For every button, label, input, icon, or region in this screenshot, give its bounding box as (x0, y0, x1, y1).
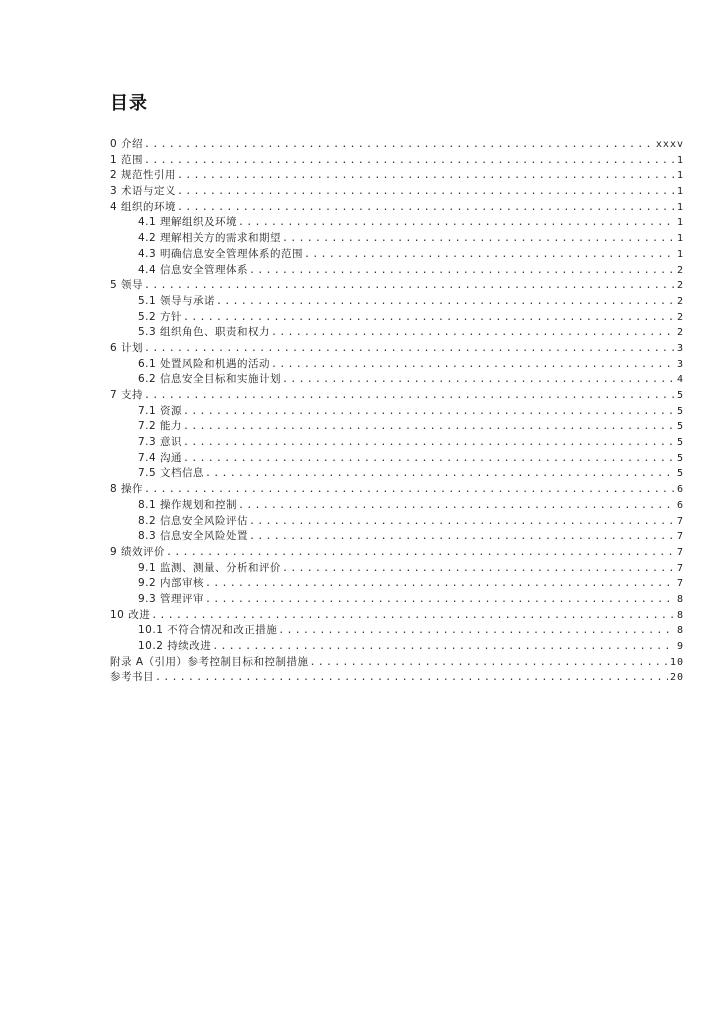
toc-entry-label: 10.1 不符合情况和改正措施 (138, 624, 278, 637)
table-of-contents (110, 137, 684, 686)
toc-dot-leader (212, 639, 675, 655)
toc-entry-page-number: 1 (676, 233, 684, 245)
toc-entry[interactable] (110, 529, 684, 545)
toc-title: 目录 (110, 93, 148, 114)
toc-dot-leader (216, 294, 675, 310)
toc-entry[interactable] (110, 561, 684, 577)
toc-entry[interactable] (110, 655, 684, 671)
toc-entry-label: 2 规范性引用 (110, 169, 177, 182)
toc-entry-label: 7 支持 (110, 389, 144, 401)
toc-dot-leader (249, 263, 675, 279)
toc-entry[interactable] (110, 153, 684, 169)
toc-entry[interactable] (110, 623, 684, 639)
toc-entry-page-number: 5 (676, 405, 684, 417)
toc-entry[interactable] (110, 263, 684, 279)
toc-entry-label: 7.3 意识 (138, 436, 183, 449)
toc-dot-leader (282, 231, 675, 247)
toc-entry[interactable] (110, 372, 684, 388)
toc-dot-leader (271, 357, 675, 373)
toc-entry-label: 7.4 沟通 (138, 451, 183, 464)
toc-entry-label: 8.1 操作规划和控制 (138, 498, 238, 511)
toc-dot-leader (183, 404, 675, 420)
toc-entry-label: 5 领导 (110, 279, 144, 292)
toc-entry-page-number: 1 (676, 248, 684, 260)
toc-entry-label: 7.5 文档信息 (138, 467, 205, 480)
toc-entry[interactable] (110, 325, 684, 341)
toc-entry[interactable] (110, 404, 684, 420)
toc-entry-page-number: 6 (676, 499, 684, 511)
toc-entry-page-number: 20 (669, 672, 684, 684)
toc-entry-page-number: 1 (676, 170, 684, 182)
toc-entry[interactable] (110, 388, 684, 404)
toc-entry[interactable] (110, 639, 684, 655)
toc-dot-leader (304, 247, 675, 263)
toc-entry-label: 6.1 处置风险和机遇的活动 (138, 357, 271, 370)
toc-entry[interactable] (110, 514, 684, 530)
toc-entry[interactable] (110, 419, 684, 435)
toc-dot-leader (144, 137, 654, 153)
toc-dot-leader (238, 498, 675, 514)
toc-dot-leader (310, 655, 668, 671)
toc-entry[interactable] (110, 592, 684, 608)
toc-entry-page-number: 10 (669, 656, 684, 668)
toc-entry[interactable] (110, 278, 684, 294)
toc-entry-label: 0 介绍 (110, 138, 144, 150)
toc-entry-page-number: 4 (676, 374, 684, 386)
toc-entry-label: 4.2 理解相关方的需求和期望 (138, 232, 282, 245)
toc-entry-label: 9.2 内部审核 (138, 577, 205, 590)
toc-entry[interactable] (110, 231, 684, 247)
toc-dot-leader (282, 561, 675, 577)
toc-entry-label: 8.3 信息安全风险处置 (138, 530, 249, 543)
toc-dot-leader (205, 466, 675, 482)
toc-entry-label: 5.1 领导与承诺 (138, 294, 216, 307)
toc-entry[interactable] (110, 294, 684, 310)
toc-entry-label: 4.3 明确信息安全管理体系的范围 (138, 247, 304, 260)
toc-entry[interactable] (110, 184, 684, 200)
toc-entry-page-number: 5 (676, 468, 684, 480)
toc-entry-label: 10.2 持续改进 (138, 640, 212, 652)
toc-entry-page-number: 5 (676, 452, 684, 464)
toc-dot-leader (249, 514, 675, 530)
toc-dot-leader (205, 592, 675, 608)
toc-entry-page-number: 7 (676, 578, 684, 590)
toc-dot-leader (144, 341, 675, 357)
toc-dot-leader (166, 545, 675, 561)
toc-dot-leader (183, 419, 675, 435)
toc-entry-page-number: 8 (676, 625, 684, 637)
toc-dot-leader (151, 608, 675, 624)
toc-entry-page-number: 1 (676, 186, 684, 198)
toc-entry-label: 7.2 能力 (138, 420, 183, 433)
toc-entry-page-number: 7 (676, 531, 684, 543)
toc-entry[interactable] (110, 498, 684, 514)
toc-dot-leader (282, 372, 675, 388)
toc-entry-page-number: 2 (676, 327, 684, 339)
toc-entry[interactable] (110, 670, 684, 686)
toc-entry-label: 6.2 信息安全目标和实施计划 (138, 373, 282, 386)
toc-entry[interactable] (110, 466, 684, 482)
toc-dot-leader (155, 670, 668, 686)
toc-dot-leader (144, 278, 675, 294)
toc-entry-label: 5.3 组织角色、职责和权力 (138, 326, 271, 339)
toc-entry-label: 4.1 理解组织及环境 (138, 216, 238, 229)
toc-entry[interactable] (110, 576, 684, 592)
toc-entry[interactable] (110, 435, 684, 451)
toc-entry[interactable] (110, 168, 684, 184)
toc-dot-leader (144, 153, 675, 169)
toc-entry-page-number: 3 (676, 342, 684, 354)
toc-entry-label: 3 术语与定义 (110, 185, 177, 198)
toc-entry[interactable] (110, 451, 684, 467)
toc-entry-label: 4.4 信息安全管理体系 (138, 263, 249, 276)
toc-dot-leader (177, 168, 675, 184)
toc-entry-page-number: xxxv (655, 139, 684, 150)
toc-dot-leader (249, 529, 675, 545)
toc-entry-page-number: 8 (676, 593, 684, 605)
toc-entry-page-number: 2 (676, 311, 684, 323)
toc-entry-label: 10 改进 (110, 608, 151, 621)
toc-dot-leader (183, 451, 675, 467)
toc-dot-leader (177, 200, 675, 216)
toc-dot-leader (278, 623, 675, 639)
toc-dot-leader (183, 310, 675, 326)
toc-entry-label: 4 组织的环境 (110, 200, 177, 213)
toc-entry[interactable] (110, 137, 684, 153)
toc-entry-page-number: 5 (676, 421, 684, 433)
toc-entry[interactable] (110, 341, 684, 357)
toc-entry-label: 附录 A（引用）参考控制目标和控制措施 (110, 655, 309, 668)
toc-dot-leader (205, 576, 675, 592)
toc-entry-page-number: 7 (676, 515, 684, 527)
toc-entry[interactable] (110, 215, 684, 231)
toc-dot-leader (271, 325, 675, 341)
toc-entry-page-number: 1 (676, 217, 684, 229)
toc-dot-leader (238, 215, 675, 231)
toc-dot-leader (144, 482, 675, 498)
toc-entry[interactable] (110, 482, 684, 498)
toc-dot-leader (177, 184, 675, 200)
toc-entry-label: 9.3 管理评审 (138, 592, 205, 605)
toc-entry-page-number: 6 (676, 484, 684, 496)
toc-entry[interactable] (110, 357, 684, 373)
toc-entry-label: 5.2 方针 (138, 310, 183, 323)
toc-entry[interactable] (110, 200, 684, 216)
toc-entry-page-number: 8 (676, 609, 684, 621)
toc-entry[interactable] (110, 247, 684, 263)
toc-entry-label: 1 范围 (110, 153, 144, 166)
toc-entry-label: 9 绩效评价 (110, 545, 166, 558)
toc-entry[interactable] (110, 310, 684, 326)
toc-entry-page-number: 2 (676, 280, 684, 292)
toc-entry-label: 8.2 信息安全风险评估 (138, 514, 249, 527)
toc-entry-label: 9.1 监测、测量、分析和评价 (138, 561, 282, 574)
toc-entry-page-number: 9 (676, 641, 684, 652)
toc-entry-label: 8 操作 (110, 483, 144, 496)
toc-entry-page-number: 7 (676, 546, 684, 558)
toc-entry[interactable] (110, 545, 684, 561)
toc-entry-page-number: 5 (676, 390, 684, 401)
toc-dot-leader (183, 435, 675, 451)
toc-entry-page-number: 3 (676, 358, 684, 370)
toc-entry-page-number: 5 (676, 437, 684, 449)
toc-dot-leader (144, 388, 675, 404)
toc-entry-page-number: 2 (676, 264, 684, 276)
toc-entry-label: 6 计划 (110, 341, 144, 354)
toc-entry-page-number: 1 (676, 154, 684, 166)
toc-entry-label: 参考书目 (110, 671, 154, 684)
toc-entry[interactable] (110, 608, 684, 624)
toc-entry-label: 7.1 资源 (138, 404, 183, 417)
toc-entry-page-number: 2 (676, 295, 684, 307)
toc-entry-page-number: 1 (676, 201, 684, 213)
toc-entry-page-number: 7 (676, 562, 684, 574)
